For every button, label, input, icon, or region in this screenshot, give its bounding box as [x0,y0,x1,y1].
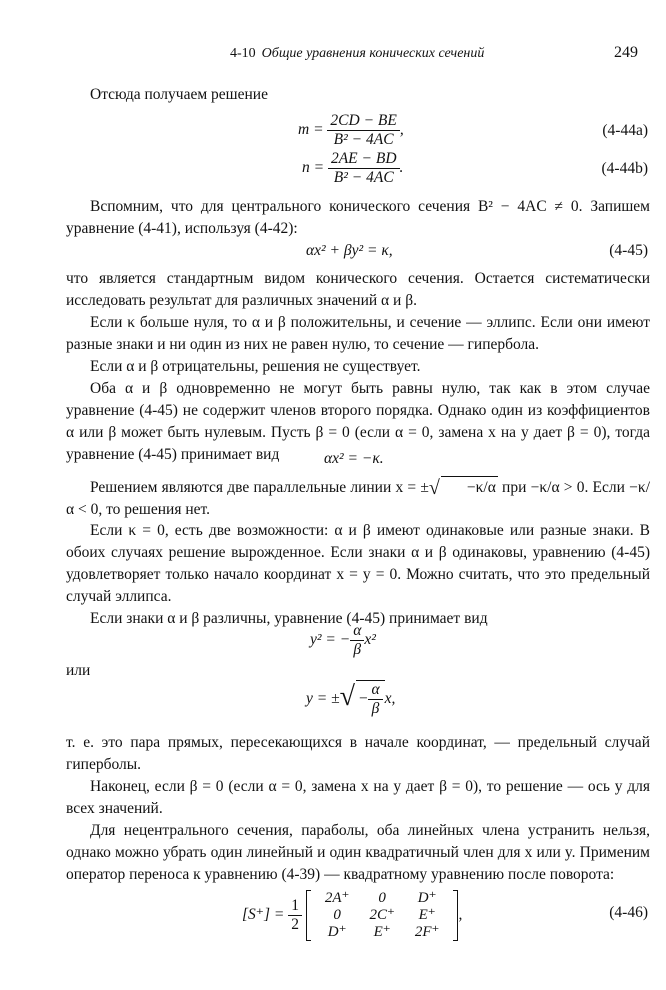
eq-44a-lhs: m = [298,121,324,139]
paragraph-finally: Наконец, если β = 0 (если α = 0, замена x на y дает β = 0), то решение — ось y для всех значений. [66,778,650,817]
eq-44a-tail: , [399,121,404,139]
paragraph-pair-of-lines: т. е. это пара прямых, пересекающихся в начале координат, — предельный случай гиперболы. [66,734,650,773]
eq-44b-tail: . [399,159,404,177]
matrix-cell: E⁺ [418,907,436,923]
eq-y2-tail: x² [364,631,376,649]
paragraph-both-zero: Оба α и β одновременно не могут быть равны нулю, так как в этом случае уравнение (4-45) не содержит членов второго порядка. Однако один из коэффициентов α или β может быть нулевым. Пусть β = 0 (если α = 0, замена x на y дает β = 0), тогда уравнение (4-45) принимает вид [66,380,650,463]
matrix-cell: 0 [378,890,386,906]
header-section-title: Общие уравнения конических сечений [261,46,485,61]
equation-4-44a [66,112,650,152]
eq-44b-label: (4-44b) [601,160,648,177]
paragraph-or: или [66,662,91,679]
equation-y-squared [66,622,650,662]
eq-44b-numerator: 2AE − BD [328,150,400,169]
eq-44a-numerator: 2CD − BE [327,112,399,131]
header-title [230,46,484,62]
paragraph-kappa-positive: Если κ больше нуля, то α и β положительны, и сечение — эллипс. Если они имеют разные знаки и ни один из них не равен нулю, то сечение — гипербола. [66,314,650,353]
matrix-cell: 0 [333,907,341,923]
eq-46-coef-numerator: 1 [288,897,302,916]
eq-46-matrix [306,890,459,941]
eq-44b-fraction [328,150,400,187]
eq-y-fraction [368,681,382,718]
equation-4-46 [66,886,650,950]
eq-y-radical-sign: √ [339,681,355,713]
matrix-row [315,924,450,941]
eq-44b-lhs: n = [302,159,325,177]
equation-y-sqrt [66,680,650,724]
matrix-cell: 2A⁺ [324,890,350,906]
eq-44a-label: (4-44a) [602,122,648,139]
eq-44b-denominator: B² − 4AC [333,169,394,186]
eq-alpha-x2-expression: αx² = −κ. [324,450,384,467]
eq-y-tail: x, [384,690,396,708]
matrix-row [315,890,450,907]
equation-4-44b [66,150,650,190]
eq-y-lhs: y = ± [306,690,340,708]
matrix-cell: E⁺ [373,924,391,940]
parallel-lines-text-a: Решением являются две параллельные линии x = ± [90,479,429,496]
eq-y2-fraction [350,622,364,659]
paragraph-recall: Вспомним, что для центрального конического сечения B² − 4AC ≠ 0. Запишем уравнение (4-41), используя (4-42): [66,198,650,237]
radical-sign: √ [428,477,440,499]
eq-46-tail: , [458,906,463,924]
matrix-cell: 2C⁺ [369,907,395,923]
paragraph-kappa-zero: Если κ = 0, есть две возможности: α и β имеют одинаковые или разные знаки. В обоих случаях решение вырожденное. Если знаки α и β одинаковы, уравнению (4-45) удовлетворяет только начало координат x = y = 0. Можно считать, что это предельный случай эллипса. [66,522,650,605]
matrix-cell: D⁺ [417,890,437,906]
eq-44a-denominator: B² − 4AC [333,131,394,148]
paragraph-parallel-lines [66,476,650,521]
radicand: −κ/α [441,476,498,499]
eq-y-radicand [356,680,385,718]
eq-y2-denominator: β [353,641,362,658]
header-section-number: 4-10 [230,46,256,61]
eq-46-label: (4-46) [609,904,648,921]
eq-y-numerator: α [368,681,382,700]
parallel-lines-text-b: при −κ/α > 0. Если −κ/α < 0, то решения нет. [66,479,650,518]
eq-46-coefficient [288,897,302,934]
paragraph-negative: Если α и β отрицательны, решения не существует. [90,358,421,375]
eq-y-minus: − [357,690,369,708]
eq-y2-lhs: y² = − [310,631,351,649]
eq-44a-fraction [327,112,399,149]
paragraph-noncentral: Для нецентрального сечения, параболы, оба линейных члена устранить нельзя, однако можно убрать один линейный и один квадратичный член для x или y. Применим оператор переноса к уравнению (4-39) — квадратному уравнению после поворота: [66,822,650,883]
paragraph-signs-differ: Если знаки α и β различны, уравнение (4-45) принимает вид [90,610,488,627]
eq-45-expression: αx² + βy² = κ, [306,242,393,259]
paragraph-standard-form: что является стандартным видом конического сечения. Остается систематически исследовать результат для различных значений α и β. [66,270,650,309]
eq-y-denominator: β [371,700,380,717]
eq-45-label: (4-45) [609,242,648,259]
paragraph-intro: Отсюда получаем решение [90,86,268,103]
matrix-cell: D⁺ [327,924,347,940]
eq-46-coef-denominator: 2 [291,916,299,933]
matrix-row [315,907,450,924]
matrix-cell: 2F⁺ [414,924,440,940]
running-header [0,44,666,66]
eq-y2-numerator: α [350,622,364,641]
eq-46-lhs: [S⁺] = [242,906,285,924]
page-number: 249 [614,44,638,61]
